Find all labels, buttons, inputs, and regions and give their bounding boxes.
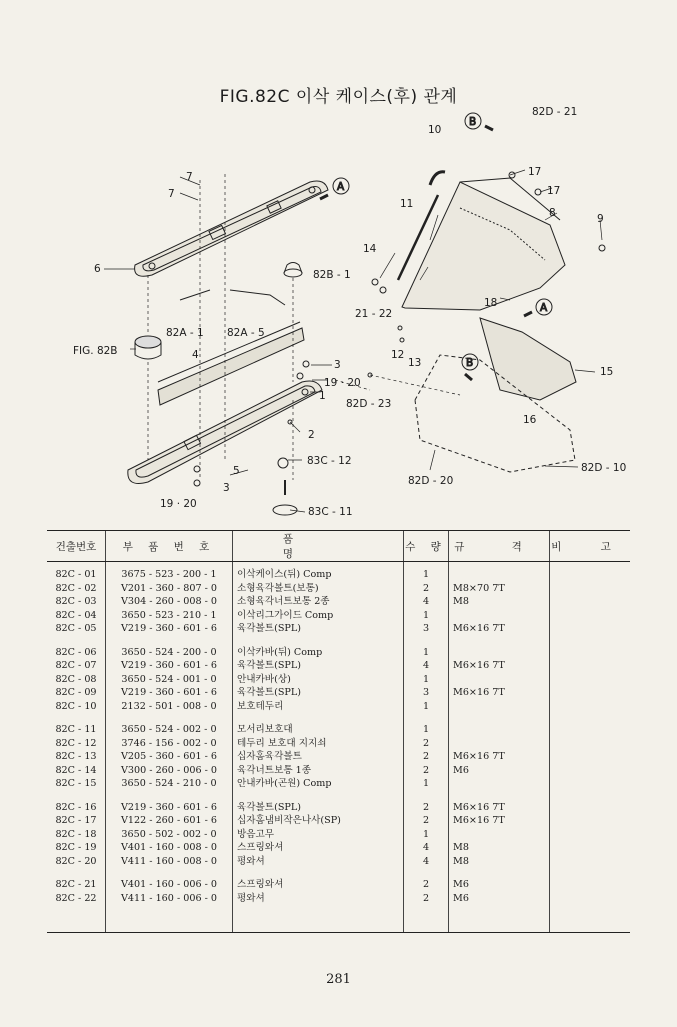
label-3a: 3 xyxy=(334,359,341,371)
part-name: 이삭케이스(뒤) Comp xyxy=(233,562,404,582)
table-row xyxy=(47,737,630,751)
part-name: 이삭카바(뒤) Comp xyxy=(233,646,404,660)
specification: M6×16 7T xyxy=(449,814,550,828)
table-row xyxy=(47,609,630,623)
label-21-22: 21 - 22 xyxy=(355,308,393,320)
label-82d-23: 82D - 23 xyxy=(346,398,392,410)
part-number: V219 - 360 - 601 - 6 xyxy=(106,801,233,815)
quantity: 1 xyxy=(404,562,449,582)
part-number: V300 - 260 - 006 - 0 xyxy=(106,764,233,778)
rear-cover-drawing xyxy=(398,172,605,310)
group-spacer xyxy=(47,636,630,646)
quantity: 2 xyxy=(404,764,449,778)
label-11: 11 xyxy=(400,198,414,210)
table-row xyxy=(47,686,630,700)
remarks xyxy=(550,659,631,673)
table-row xyxy=(47,878,630,892)
quantity: 2 xyxy=(404,737,449,751)
item-number: 82C - 16 xyxy=(55,801,97,813)
part-number: V411 - 160 - 006 - 0 xyxy=(106,892,233,906)
label-13: 13 xyxy=(408,357,422,369)
label-10: 10 xyxy=(428,124,442,136)
quantity: 2 xyxy=(404,892,449,906)
part-number: V219 - 360 - 601 - 6 xyxy=(106,659,233,673)
table-row xyxy=(47,659,630,673)
item-number: 82C - 02 xyxy=(55,582,97,594)
item-number: 82C - 19 xyxy=(55,842,97,853)
exploded-parts-diagram xyxy=(40,100,640,530)
specification xyxy=(449,646,550,660)
label-83c-12: 83C - 12 xyxy=(307,455,352,467)
specification xyxy=(449,723,550,737)
label-17a: 17 xyxy=(528,166,542,178)
specification: M6 xyxy=(449,892,550,906)
table-row xyxy=(47,777,630,791)
marker-B-label: B xyxy=(466,357,474,369)
part-name: 소형육각너트보통 2종 xyxy=(233,595,404,609)
part-number: V304 - 260 - 008 - 0 xyxy=(106,595,233,609)
roller-drawing xyxy=(135,336,161,359)
table-row xyxy=(47,646,630,660)
remarks xyxy=(550,582,631,596)
remarks xyxy=(550,700,631,714)
label-14: 14 xyxy=(363,243,377,255)
label-17b: 17 xyxy=(547,185,561,197)
item-number: 82C - 15 xyxy=(55,778,97,789)
part-name: 육각볼트(SPL) xyxy=(233,659,404,673)
part-name: 안내카바(상) xyxy=(233,673,404,687)
part-number: 3650 - 524 - 001 - 0 xyxy=(106,673,233,687)
part-number: 3650 - 502 - 002 - 0 xyxy=(106,828,233,842)
figure-title: FIG.82C 이삭 케이스(후) 관계 xyxy=(219,87,458,107)
quantity: 4 xyxy=(404,855,449,869)
item-number: 82C - 01 xyxy=(55,569,97,580)
quantity: 4 xyxy=(404,659,449,673)
table-row xyxy=(47,750,630,764)
label-3b: 3 xyxy=(223,482,230,494)
specification xyxy=(449,609,550,623)
item-number: 82C - 04 xyxy=(55,609,97,621)
specification xyxy=(449,737,550,751)
remarks xyxy=(550,828,631,842)
remarks xyxy=(550,646,631,660)
part-name: 육각너트보통 1종 xyxy=(233,764,404,778)
label-18: 18 xyxy=(484,297,498,309)
empty-row xyxy=(47,919,630,933)
part-number: V219 - 360 - 601 - 6 xyxy=(106,622,233,636)
specification: M6×16 7T xyxy=(449,801,550,815)
middle-guide-drawing xyxy=(158,290,304,405)
table-row xyxy=(47,622,630,636)
parts-table xyxy=(47,530,630,933)
table-row xyxy=(47,855,630,869)
remarks xyxy=(550,562,631,582)
quantity: 1 xyxy=(404,828,449,842)
item-number: 82C - 12 xyxy=(55,737,97,749)
part-name: 소형육각볼트(보통) xyxy=(233,582,404,596)
part-number: 3650 - 524 - 210 - 0 xyxy=(106,777,233,791)
header-item-no: 건출번호 xyxy=(47,531,106,562)
remarks xyxy=(550,841,631,855)
label-5: 5 xyxy=(233,465,240,477)
part-name: 이삭리그가이드 Comp xyxy=(233,609,404,623)
empty-row xyxy=(47,905,630,919)
remarks xyxy=(550,622,631,636)
item-number: 82C - 20 xyxy=(55,855,97,867)
remarks xyxy=(550,723,631,737)
upper-rail-drawing xyxy=(135,181,328,276)
group-spacer xyxy=(47,713,630,723)
part-name: 십자홈냄비작은나사(SP) xyxy=(233,814,404,828)
part-number: V122 - 260 - 601 - 6 xyxy=(106,814,233,828)
table-header-row xyxy=(47,531,630,562)
item-number: 82C - 21 xyxy=(55,879,97,890)
label-15: 15 xyxy=(600,366,614,378)
specification: M6×16 7T xyxy=(449,622,550,636)
remarks xyxy=(550,878,631,892)
label-19-20b: 19 · 20 xyxy=(160,498,197,510)
header-spec: 규 격 xyxy=(449,531,550,562)
quantity: 2 xyxy=(404,814,449,828)
label-82a-1: 82A - 1 xyxy=(166,327,204,339)
marker-A-label: A xyxy=(337,181,345,193)
item-number: 82C - 09 xyxy=(55,687,97,698)
specification: M6×16 7T xyxy=(449,750,550,764)
header-remarks: 비 고 xyxy=(550,531,631,562)
quantity: 3 xyxy=(404,622,449,636)
remarks xyxy=(550,737,631,751)
item-number: 82C - 10 xyxy=(55,700,97,712)
table-row xyxy=(47,801,630,815)
header-qty: 수 량 xyxy=(404,531,449,562)
label-82a-5: 82A - 5 xyxy=(227,327,265,339)
label-82d-10: 82D - 10 xyxy=(581,462,627,474)
quantity: 2 xyxy=(404,582,449,596)
part-name: 평와셔 xyxy=(233,855,404,869)
item-number: 82C - 11 xyxy=(55,724,97,735)
label-fig-82b: FIG. 82B xyxy=(73,345,118,357)
group-spacer xyxy=(47,791,630,801)
label-82d-20: 82D - 20 xyxy=(408,475,454,487)
label-82d-21: 82D - 21 xyxy=(532,106,578,118)
label-2: 2 xyxy=(308,429,315,441)
remarks xyxy=(550,686,631,700)
remarks xyxy=(550,750,631,764)
knob-drawing xyxy=(284,263,302,278)
quantity: 1 xyxy=(404,700,449,714)
specification xyxy=(449,562,550,582)
specification: M6 xyxy=(449,764,550,778)
specification: M8 xyxy=(449,855,550,869)
marker-B-right xyxy=(462,354,478,380)
table-row xyxy=(47,700,630,714)
part-number: 2132 - 501 - 008 - 0 xyxy=(106,700,233,714)
item-number: 82C - 17 xyxy=(55,815,97,826)
part-number: V411 - 160 - 008 - 0 xyxy=(106,855,233,869)
item-number: 82C - 22 xyxy=(55,892,97,904)
part-name: 십자홈육각볼트 xyxy=(233,750,404,764)
quantity: 3 xyxy=(404,686,449,700)
marker-A-label: A xyxy=(540,302,548,314)
label-9: 9 xyxy=(597,213,604,225)
part-name: 방음고무 xyxy=(233,828,404,842)
quantity: 4 xyxy=(404,595,449,609)
quantity: 1 xyxy=(404,723,449,737)
item-number: 82C - 05 xyxy=(55,623,97,634)
label-4: 4 xyxy=(192,349,199,361)
remarks xyxy=(550,673,631,687)
specification xyxy=(449,673,550,687)
marker-B-top xyxy=(465,113,493,130)
guide-cover-drawing xyxy=(415,318,576,472)
quantity: 1 xyxy=(404,777,449,791)
table-row xyxy=(47,723,630,737)
part-name: 보호테두리 xyxy=(233,700,404,714)
part-number: V219 - 360 - 601 - 6 xyxy=(106,686,233,700)
item-number: 82C - 14 xyxy=(55,764,97,776)
remarks xyxy=(550,764,631,778)
remarks xyxy=(550,801,631,815)
label-8: 8 xyxy=(549,207,556,219)
table-row xyxy=(47,892,630,906)
marker-B-label: B xyxy=(469,116,477,128)
label-82b-1: 82B - 1 xyxy=(313,269,351,281)
page-number: 281 xyxy=(326,972,351,987)
label-83c-11: 83C - 11 xyxy=(308,506,353,518)
part-number: V401 - 160 - 006 - 0 xyxy=(106,878,233,892)
header-part-no: 부 품 번 호 xyxy=(106,531,233,562)
specification xyxy=(449,700,550,714)
label-1: 1 xyxy=(319,390,326,402)
quantity: 2 xyxy=(404,801,449,815)
label-16: 16 xyxy=(523,414,537,426)
specification: M6 xyxy=(449,878,550,892)
remarks xyxy=(550,595,631,609)
label-19-20a: 19 · 20 xyxy=(324,377,361,389)
specification xyxy=(449,828,550,842)
quantity: 2 xyxy=(404,750,449,764)
quantity: 2 xyxy=(404,878,449,892)
specification: M6×16 7T xyxy=(449,686,550,700)
quantity: 1 xyxy=(404,646,449,660)
remarks xyxy=(550,855,631,869)
quantity: 4 xyxy=(404,841,449,855)
specification: M6×16 7T xyxy=(449,659,550,673)
label-6: 6 xyxy=(94,263,101,275)
specification: M8 xyxy=(449,841,550,855)
quantity: 1 xyxy=(404,609,449,623)
part-name: 육각볼트(SPL) xyxy=(233,801,404,815)
item-number: 82C - 08 xyxy=(55,673,97,685)
part-name: 모서리보호대 xyxy=(233,723,404,737)
part-number: V205 - 360 - 601 - 6 xyxy=(106,750,233,764)
remarks xyxy=(550,892,631,906)
table-row xyxy=(47,814,630,828)
part-number: 3650 - 524 - 002 - 0 xyxy=(106,723,233,737)
part-name: 스프링와셔 xyxy=(233,841,404,855)
remarks xyxy=(550,814,631,828)
part-number: 3675 - 523 - 200 - 1 xyxy=(106,562,233,582)
remarks xyxy=(550,777,631,791)
item-number: 82C - 07 xyxy=(55,660,97,671)
part-number: V401 - 160 - 008 - 0 xyxy=(106,841,233,855)
part-name: 스프링와셔 xyxy=(233,878,404,892)
table-row xyxy=(47,764,630,778)
part-name: 육각볼트(SPL) xyxy=(233,622,404,636)
table-row xyxy=(47,595,630,609)
label-7b: 7 xyxy=(168,188,175,200)
label-7a: 7 xyxy=(186,171,193,183)
quantity: 1 xyxy=(404,673,449,687)
table-row xyxy=(47,673,630,687)
part-name: 테두리 보호대 지지쇠 xyxy=(233,737,404,751)
part-number: 3650 - 523 - 210 - 1 xyxy=(106,609,233,623)
specification: M8 xyxy=(449,595,550,609)
item-number: 82C - 03 xyxy=(55,596,97,607)
table-row xyxy=(47,841,630,855)
specification: M8×70 7T xyxy=(449,582,550,596)
specification xyxy=(449,777,550,791)
part-name: 육각볼트(SPL) xyxy=(233,686,404,700)
part-number: V201 - 360 - 807 - 0 xyxy=(106,582,233,596)
header-name: 품 명 xyxy=(233,531,404,562)
part-number: 3746 - 156 - 002 - 0 xyxy=(106,737,233,751)
label-12: 12 xyxy=(391,349,405,361)
item-number: 82C - 18 xyxy=(55,828,97,840)
part-name: 평와셔 xyxy=(233,892,404,906)
part-number: 3650 - 524 - 200 - 0 xyxy=(106,646,233,660)
remarks xyxy=(550,609,631,623)
table-row xyxy=(47,828,630,842)
table-row xyxy=(47,562,630,582)
part-name: 안내카바(곤원) Comp xyxy=(233,777,404,791)
item-number: 82C - 13 xyxy=(55,751,97,762)
group-spacer xyxy=(47,868,630,878)
table-row xyxy=(47,582,630,596)
item-number: 82C - 06 xyxy=(55,646,97,658)
marker-A-right xyxy=(524,299,552,316)
